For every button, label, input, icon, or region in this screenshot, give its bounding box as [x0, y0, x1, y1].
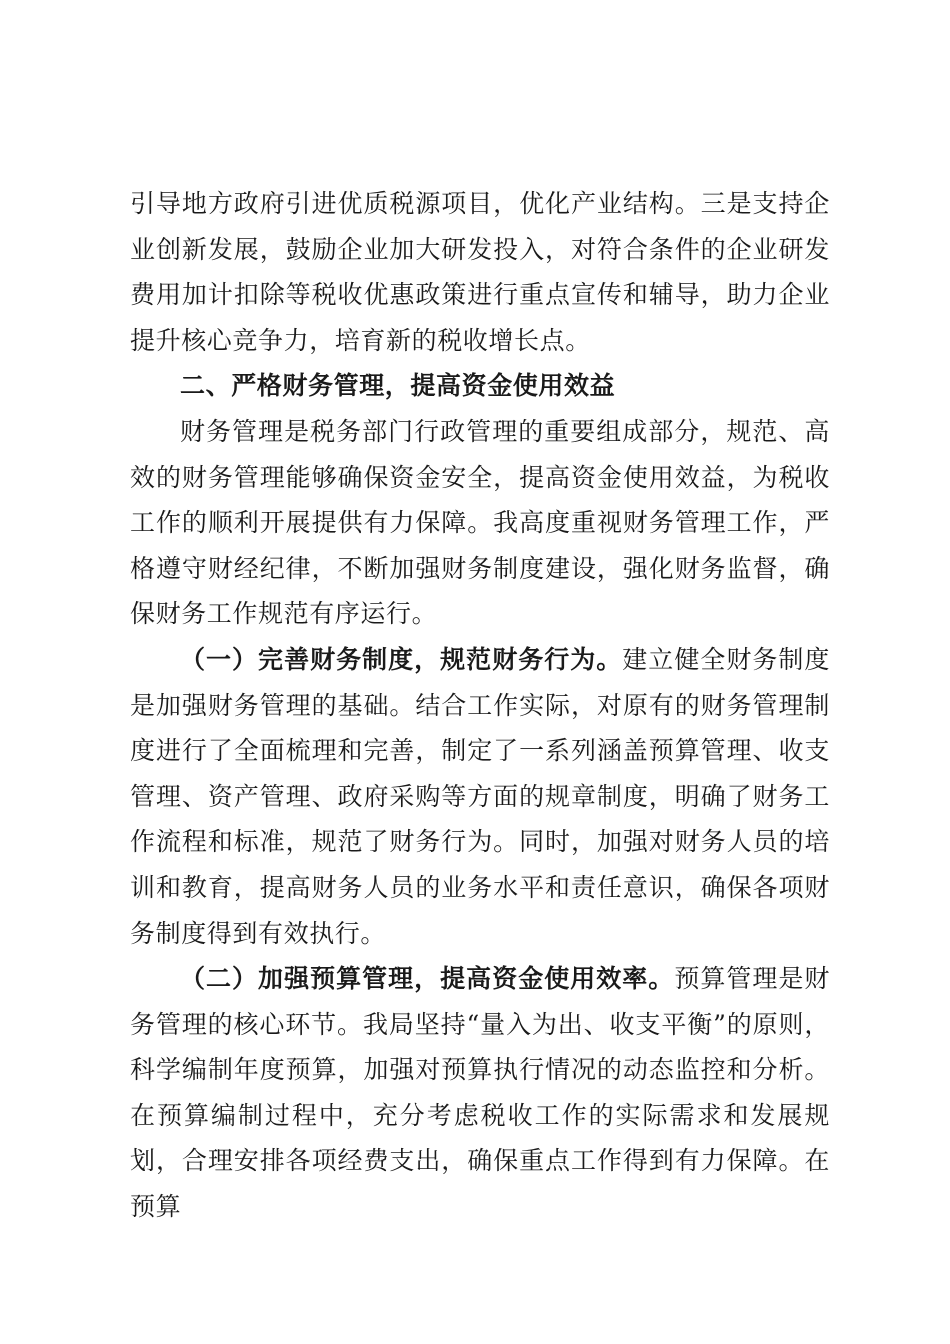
- document-body: [130, 181, 830, 1230]
- subsection-2-text: 预算管理是财务管理的核心环节。我局坚持“量入为出、收支平衡”的原则，科学编制年度预算，加强对预算执行情况的动态监控和分析。在预算编制过程中，充分考虑税收工作的实际需求和发展规划，合理安排各项经费支出，确保重点工作得到有力保障。在预算: [130, 964, 830, 1222]
- subsection-2-paragraph: [130, 956, 830, 1230]
- subsection-1-title: （一）完善财务制度，规范财务行为。: [180, 644, 623, 674]
- intro-paragraph: 财务管理是税务部门行政管理的重要组成部分，规范、高效的财务管理能够确保资金安全，提高资金使用效益，为税收工作的顺利开展提供有力保障。我高度重视财务管理工作，严格遵守财经纪律，不断加强财务制度建设，强化财务监督，确保财务工作规范有序运行。: [130, 416, 830, 629]
- section-heading: 二、严格财务管理，提高资金使用效益: [180, 371, 616, 401]
- continued-paragraph: 引导地方政府引进优质税源项目，优化产业结构。三是支持企业创新发展，鼓励企业加大研发投入，对符合条件的企业研发费用加计扣除等税收优惠政策进行重点宣传和辅导，助力企业提升核心竞争力，培育新的税收增长点。: [130, 189, 830, 355]
- subsection-1-text: 建立健全财务制度是加强财务管理的基础。结合工作实际，对原有的财务管理制度进行了全面梳理和完善，制定了一系列涵盖预算管理、收支管理、资产管理、政府采购等方面的规章制度，明确了财务工作流程和标准，规范了财务行为。同时，加强对财务人员的培训和教育，提高财务人员的业务水平和责任意识，确保各项财务制度得到有效执行。: [130, 644, 830, 948]
- subsection-2-title: （二）加强预算管理，提高资金使用效率。: [180, 964, 675, 994]
- subsection-1-paragraph: [130, 637, 830, 956]
